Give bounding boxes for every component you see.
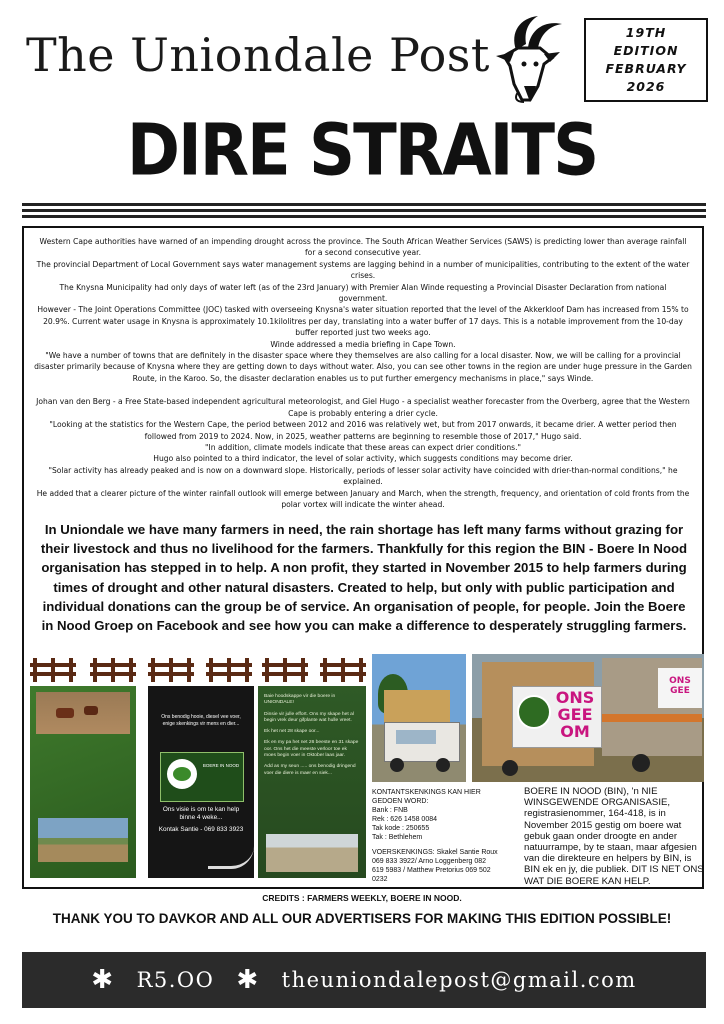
donation-heading: KONTANTSKENKINGS KAN HIER GEDOEN WORD: xyxy=(372,789,481,805)
bank-name: Bank : FNB xyxy=(372,807,408,814)
cattle-photo xyxy=(36,692,130,734)
article-paragraph: Winde addressed a media briefing in Cape Town. xyxy=(270,339,456,349)
poster-right-panel xyxy=(258,686,366,878)
edition-month: FEBRUARY xyxy=(605,61,687,76)
fence-icon xyxy=(262,654,308,684)
article-paragraph: "In addition, climate models indicate that these areas can expect drier conditions." xyxy=(204,442,522,452)
poster-contact-text: Kontak Santie - 069 833 3923 xyxy=(158,826,244,833)
poster-centre-panel xyxy=(148,686,254,878)
price: R5.OO xyxy=(136,968,215,992)
logo-text: BOERE IN NOOD xyxy=(202,763,240,768)
article-paragraph: Western Cape authorities have warned of an impending drought across the province. The South African Weather Services (SAWS) is predicting lower than average rainfall for a second consecutive year. xyxy=(39,237,687,258)
account-number: Rek : 626 1458 0084 xyxy=(372,816,437,823)
article-paragraph: "We have a number of towns that are definitely in the disaster space where they themselves are also calling for a local disaster. Now, we will be calling for a provincial disaster primarily because of Knysna where they are getting down to days without water. Also, you can see other towns in the region are under huge pressure in the Garden Route, in the Karoo. So, the disaster declaration enables us to put further emergency mechanisms in place," says Winde. xyxy=(34,351,692,383)
ons-gee-om-truck-photo xyxy=(472,654,704,782)
truck-trailer-banner xyxy=(658,668,702,708)
article-paragraph: The Knysna Municipality had only days of water left (as of the 23rd January) with Premier Alan Winde requesting a Provincial Disaster Declaration from national government. xyxy=(59,282,667,304)
testimonial-line: Baie hoodskappe vir die boere in UNIONDALE! xyxy=(264,694,336,706)
edition-number: 19TH xyxy=(625,25,667,40)
paper-title: The Uniondale Post xyxy=(26,28,490,82)
goat-logo-icon xyxy=(480,12,566,104)
testimonial-line: Dinsie vir julle effort. Ons my skape het al begin vrek deur gifplante wat hulle vreet. xyxy=(264,711,354,723)
article-paragraph: The provincial Department of Local Government says water management systems are lagging behind in a number of municipalities, contributing to the extent of the water crises. xyxy=(36,259,690,281)
article-paragraph: "Looking at the statistics for the Western Cape, the period between 2012 and 2016 was relatively wet, but from 2017 onwards, it became drier. A wetter period then followed from 2019 to 2024. Now, in 2025, weather patterns are beginning to resemble those of 2017," Hugo said. xyxy=(49,420,677,441)
article-paragraph: Johan van den Berg - a Free State-based independent agricultural meteorologist, and Giel Hugo - a specialist weather forecaster from the Overberg, agree that the Western Cape is probably entering a drier cycle. xyxy=(36,397,690,418)
testimonial-line: Ek en my pa het net 26 beeste en 31 skape oor. Ons het die meeste verloor toe ek moes begin voer in Oktober laas jaar. xyxy=(264,740,359,759)
branch-code: Tak kode : 250655 xyxy=(372,825,430,832)
edition-label: EDITION xyxy=(613,43,679,58)
fence-icon xyxy=(320,654,366,684)
article-paragraph: "Solar activity has already peaked and is now on a downward slope. Historically, periods of lesser solar activity have coincided with drier-than-normal conditions," he explained. xyxy=(48,465,678,487)
feed-donation-contacts: VOERSKENKINGS: Skakel Santie Roux 069 833 3922/ Arno Loggenberg 082 619 5983 / Matthew Pretorius 069 502 0232 xyxy=(372,849,498,883)
donation-details xyxy=(372,788,498,884)
masthead xyxy=(0,0,724,110)
landscape-photo xyxy=(38,818,128,862)
asterisk-icon: ✱ xyxy=(236,965,260,995)
article-paragraph: He added that a clearer picture of the winter rainfall outlook will emerge between January and March, when the strength, frequency, and orientation of cold fronts from the polar vortex will indicate the winter ahead. xyxy=(36,488,690,509)
headline: DIRE STRAITS xyxy=(126,109,598,193)
poster-appeal-text: Ons benodig hooie, diesel vee voer, enige skenkings vir mens en dier... xyxy=(161,714,241,727)
ribbon-decoration xyxy=(208,846,254,869)
fence-icon xyxy=(90,654,136,684)
contact-email[interactable]: theuniondalepost@gmail.com xyxy=(281,968,637,992)
hay-truck-photo xyxy=(372,654,466,782)
poster-left-panel xyxy=(30,686,136,878)
boere-in-nood-logo xyxy=(160,752,244,802)
divider-rule xyxy=(22,209,706,212)
divider-rule xyxy=(22,203,706,206)
ons-gee-om-banner xyxy=(512,686,602,748)
thanks-message: THANK YOU TO DAVKOR AND ALL OUR ADVERTISERS FOR MAKING THIS EDITION POSSIBLE! xyxy=(52,911,672,926)
article-paragraph: Hugo also pointed to a third indicator, the level of solar activity, which suggests conditions may become drier. xyxy=(153,454,573,464)
boere-in-nood-description: BOERE IN NOOD (BIN), 'n NIE WINSGEWENDE ORGANISASIE, registrasienommer, 164-418, is in November 2015 gestig om boere wat gebuk gaan onder droogte en ander natuurrampe, by te staan, maar afgesien van die direkteure en helpers by BIN, is BIN ek en jy, die publiek. DIT IS NET ONS WAT DIE BOERE KAN HELP. xyxy=(524,786,704,887)
testimonial-line: Add as my seun ..... ons benodig dringend voer die diere is maer en siek... xyxy=(264,764,356,776)
fence-icon xyxy=(30,654,76,684)
article-paragraph: However - The Joint Operations Committee (JOC) tasked with overseeing Knysna's water situation reported that the level of the Akkerkloof Dam has increased from 15% to 20.9%. Current water usage in Knysna is approximately 10.1kilolitres per day, translating into a water buffer of 17 days. This is a notable improvement from the 10-day buffer reported just two weeks ago. xyxy=(37,305,689,338)
divider-rule xyxy=(22,215,706,218)
dry-land-photo xyxy=(266,834,358,872)
fence-icon xyxy=(206,654,252,684)
edition-box xyxy=(584,18,708,102)
article-body xyxy=(34,236,692,510)
credits-line: CREDITS : FARMERS WEEKLY, BOERE IN NOOD. xyxy=(262,893,462,903)
testimonial-text xyxy=(264,694,360,777)
edition-year: 2026 xyxy=(626,79,666,94)
asterisk-icon: ✱ xyxy=(91,965,115,995)
testimonial-line: Ek het net 28 skape oor... xyxy=(264,729,320,735)
fence-icon xyxy=(148,654,194,684)
banner-text: ONS GEE OM xyxy=(555,688,595,741)
trailer-banner-text: ONS GEE xyxy=(669,676,691,696)
branch-name: Tak : Bethlehem xyxy=(372,834,423,841)
poster-vision-text: Ons visie is om te kan help binne 4 weke... xyxy=(162,806,240,821)
callout-text: In Uniondale we have many farmers in need, the rain shortage has left many farms without grazing for their livestock and thus no livelihood for the farmers. Thankfully for this region the BIN - Boere In Nood organisation has stepped in to help. A non profit, they started in November 2015 to help farmers during times of drought and other natural disasters. Created to help, but only with public participation and individual donations can the group be of service. An organisation of people, for people. Join the Boere in Nood Groep on Facebook and see how you can make a difference to desperately struggling farmers. xyxy=(40,522,688,634)
footer-bar xyxy=(22,952,706,1008)
